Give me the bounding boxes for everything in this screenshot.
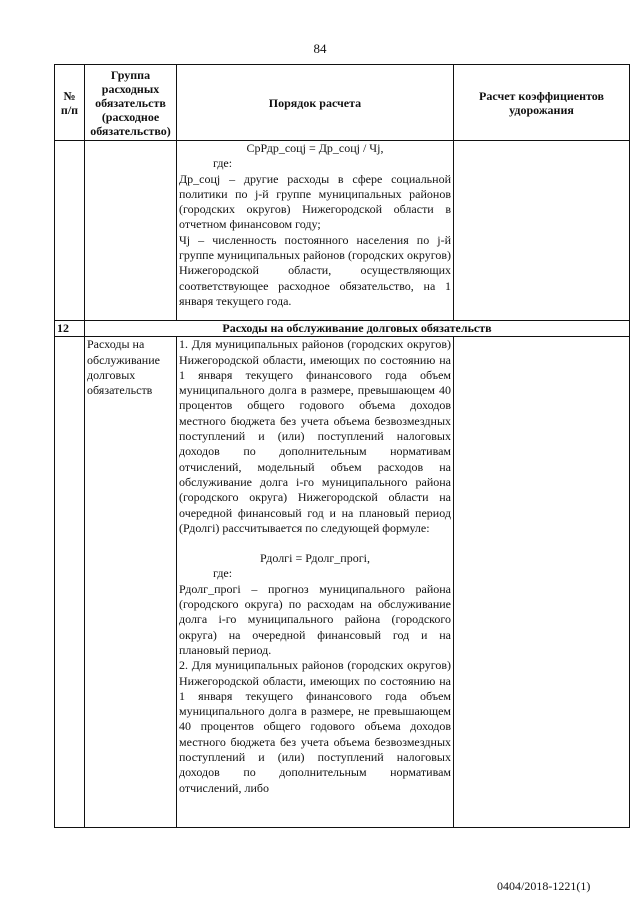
cell-coef — [454, 141, 630, 321]
section-row-12 — [55, 321, 630, 337]
formula-line: Рдолгi = Рдолг_прогi, — [260, 551, 370, 566]
header-group — [85, 65, 177, 141]
formula-line: СрРдр_соцj = Др_соцj / Чj, — [246, 141, 384, 155]
cell-group — [85, 141, 177, 321]
header-num-line: п/п — [60, 102, 79, 117]
cell-num — [55, 337, 85, 828]
text-paragraph: 1. Для муниципальных районов (городских округов) Нижегородской области, имеющих по состоянию на 1 января текущего финансового года объем муниципального долга в размере, превышающем 40 процентов общего годового объема доходов местного бюджета без учета объема безвозмездных поступлений и (или) поступлений налоговых доходов по дополнительным нормативам отчислений, модельный объем расходов на обслуживание долга i-го муниципального района (городского округа) Нижегородской области на очередной финансовый год и на плановый период (Рдолгi) рассчитывается по следующей формуле: — [179, 337, 451, 535]
header-coef — [454, 65, 630, 141]
text-paragraph: Рдолг_прогi – прогноз муниципального района (городского округа) по расходам на обслуживание долга i-го муниципального района (городского округа) на очередной финансовый год и на плановый период. — [179, 581, 451, 657]
header-group-line: расходных — [101, 81, 160, 96]
section-number: 12 — [55, 321, 85, 337]
text-paragraph: Др_соцj – другие расходы в сфере социальной политики по j-й группе муниципальных районов (городских округов) Нижегородской области в отчетном финансовом году; — [179, 171, 451, 232]
cell-num — [55, 141, 85, 321]
text-paragraph: где: — [213, 566, 233, 581]
cell-order — [177, 337, 454, 828]
order-lines — [179, 337, 451, 796]
section-title: Расходы на обслуживание долговых обязательств — [85, 321, 630, 337]
table-header-row — [55, 65, 630, 141]
text-paragraph: 2. Для муниципальных районов (городских округов) Нижегородской области, имеющих по состоянию на 1 января текущего финансового года объем муниципального долга в размере, не превышающем 40 процентов общего годового объема доходов местного бюджета без учета объема безвозмездных поступлений и (или) поступлений налоговых доходов по дополнительным нормативам отчислений, либо — [179, 658, 451, 795]
cell-group: Расходы на обслуживание долговых обязательств — [85, 337, 177, 828]
header-group-line: Группа — [110, 67, 151, 82]
header-group-line: обязательств — [95, 95, 166, 110]
header-order: Порядок расчета — [177, 65, 454, 141]
order-lines — [179, 141, 451, 309]
header-coef-line: Расчет коэффициентов — [479, 88, 604, 103]
document-code: 0404/2018-1221(1) — [497, 879, 591, 893]
page-number: 84 — [313, 41, 327, 56]
calculation-table — [54, 64, 630, 828]
text-paragraph: где: — [213, 156, 233, 171]
table-row-continuation — [55, 141, 630, 321]
cell-order — [177, 141, 454, 321]
header-num — [55, 65, 85, 141]
header-group-line: обязательство) — [90, 123, 171, 138]
header-group-line: (расходное — [101, 109, 160, 124]
header-coef-line: удорожания — [509, 102, 574, 117]
table-row-12 — [55, 337, 630, 828]
spacer — [179, 536, 451, 551]
text-paragraph: Чj – численность постоянного населения по j-й группе муниципальных районов (городских округов) Нижегородской области, осуществляющих соответствующее расходное обязательство, на 1 января текущего года. — [179, 232, 451, 308]
cell-coef — [454, 337, 630, 828]
header-num-line: № — [63, 88, 76, 103]
